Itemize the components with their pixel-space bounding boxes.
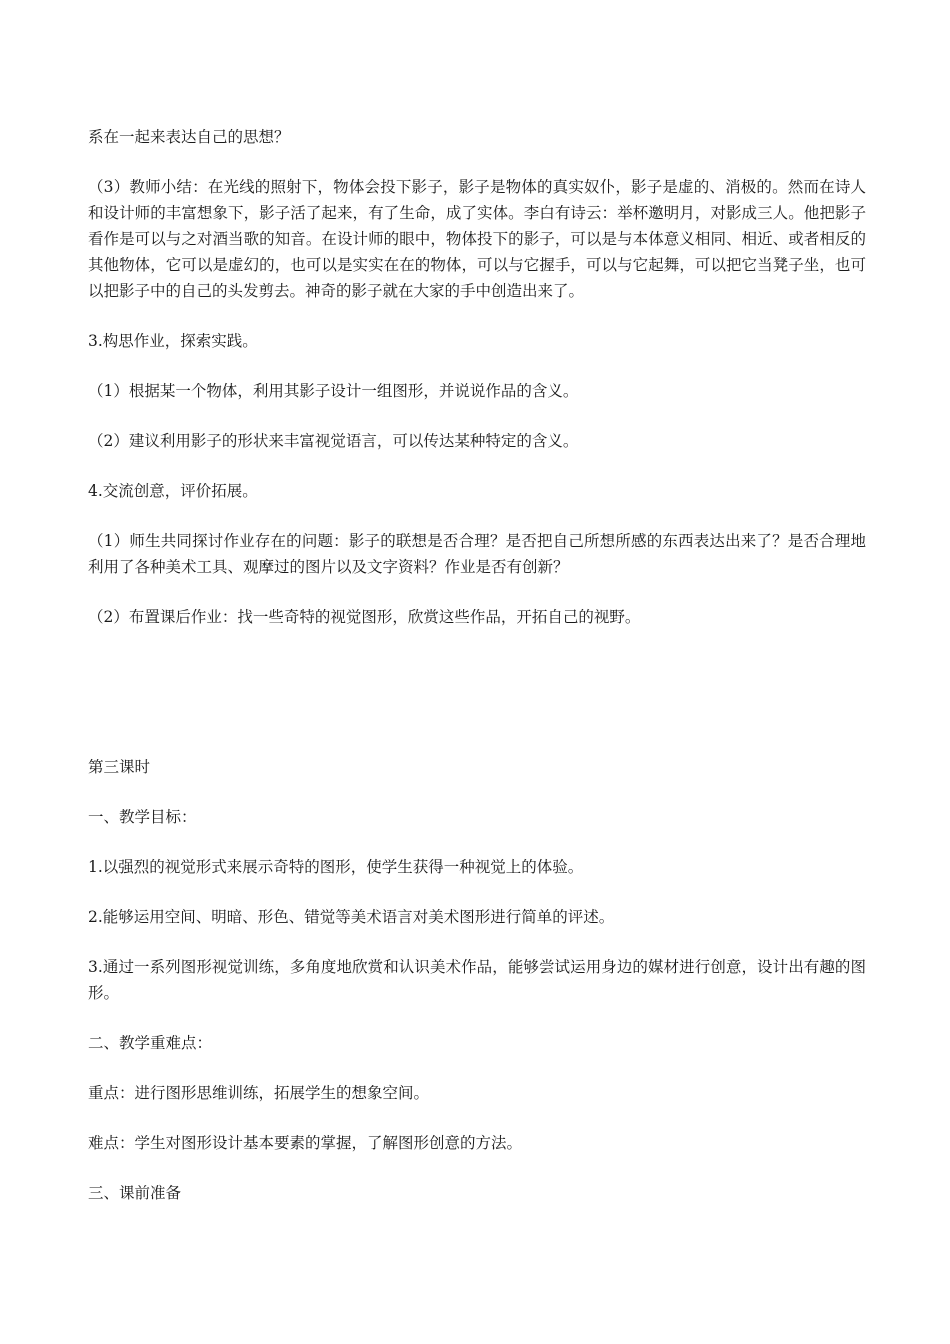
- paragraph-goal-1: 1.以强烈的视觉形式来展示奇特的图形，使学生获得一种视觉上的体验。: [88, 858, 584, 876]
- paragraph-continuation: 系在一起来表达自己的思想？: [88, 128, 290, 146]
- paragraph-difficult-point: 难点：学生对图形设计基本要素的掌握，了解图形创意的方法。: [88, 1134, 523, 1152]
- paragraph-discussion: （1）师生共同探讨作业存在的问题：影子的联想是否合理？是否把自己所想所感的东西表达出来了？是否合理地利用了各种美术工具、观摩过的图片以及文字资料？作业是否有创新？: [88, 532, 866, 576]
- paragraph-homework: （2）布置课后作业：找一些奇特的视觉图形，欣赏这些作品，开拓自己的视野。: [88, 608, 641, 626]
- paragraph-assignment-2: （2）建议利用影子的形状来丰富视觉语言，可以传达某种特定的含义。: [88, 432, 579, 450]
- paragraph-assignment-1: （1）根据某一个物体，利用其影子设计一组图形，并说说作品的含义。: [88, 382, 579, 400]
- heading-third-lesson: 第三课时: [88, 758, 151, 776]
- heading-preparation: 三、课前准备: [88, 1184, 182, 1202]
- heading-key-difficult-points: 二、教学重难点：: [88, 1034, 213, 1052]
- document-body: [88, 124, 866, 1230]
- paragraph-goal-3: 3.通过一系列图形视觉训练，多角度地欣赏和认识美术作品，能够尝试运用身边的媒材进行创意，设计出有趣的图形。: [88, 958, 866, 1002]
- section-spacer: [88, 654, 866, 754]
- paragraph-teacher-summary: （3）教师小结：在光线的照射下，物体会投下影子，影子是物体的真实奴仆，影子是虚的、消极的。然而在诗人和设计师的丰富想象下，影子活了起来，有了生命，成了实体。李白有诗云：举杯邀明月，对影成三人。他把影子看作是可以与之对酒当歌的知音。在设计师的眼中，物体投下的影子，可以是与本体意义相同、相近、或者相反的其他物体，它可以是虚幻的，也可以是实实在在的物体，可以与它握手，可以与它起舞，可以把它当凳子坐，也可以把影子中的自己的头发剪去。神奇的影子就在大家的手中创造出来了。: [88, 178, 866, 300]
- paragraph-key-point: 重点：进行图形思维训练，拓展学生的想象空间。: [88, 1084, 430, 1102]
- paragraph-goal-2: 2.能够运用空间、明暗、形色、错觉等美术语言对美术图形进行简单的评述。: [88, 908, 615, 926]
- heading-conceive-assignment: 3.构思作业，探索实践。: [88, 332, 258, 350]
- heading-teaching-goals: 一、教学目标：: [88, 808, 197, 826]
- heading-exchange-evaluate: 4.交流创意，评价拓展。: [88, 482, 258, 500]
